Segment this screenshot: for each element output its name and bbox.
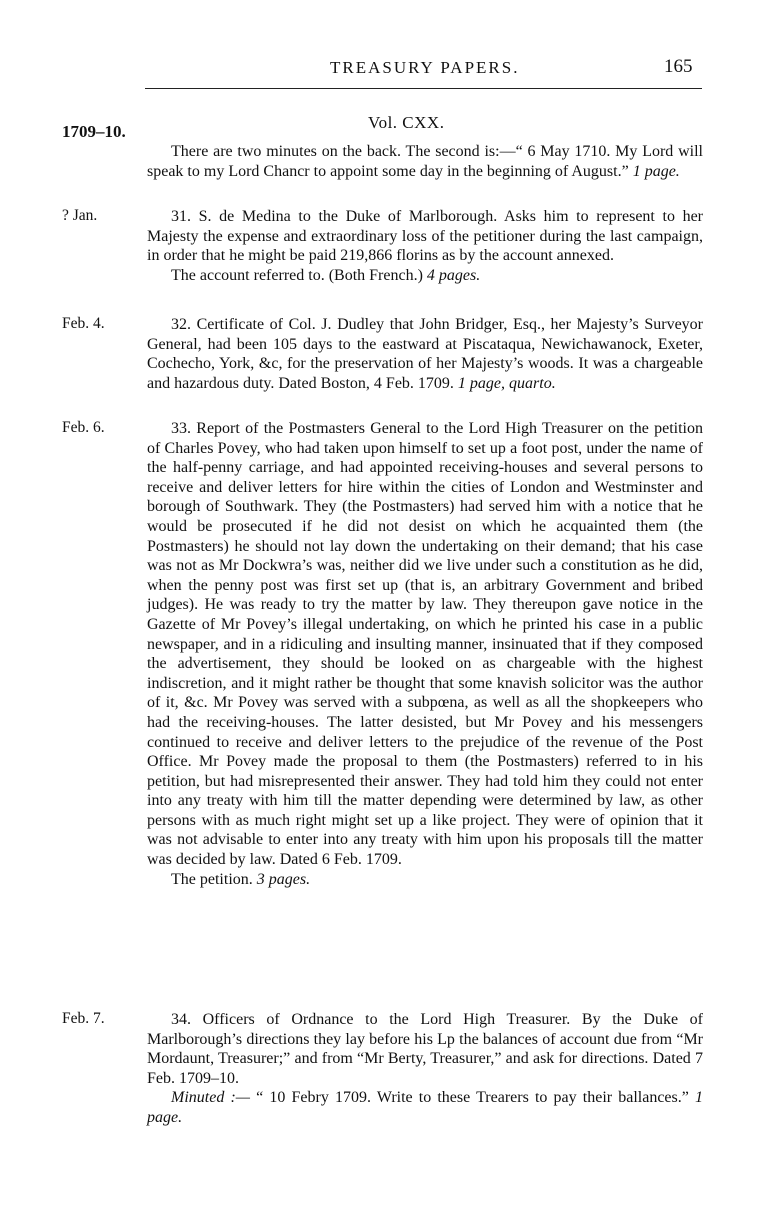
entry-31 (147, 207, 703, 285)
entry-date: Feb. 7. (62, 1010, 105, 1027)
volume-heading: Vol. CXX. (368, 113, 445, 132)
entry-text: 32. Certificate of Col. J. Dudley that John Bridger, Esq., her Majesty’s Surveyor General, had been 105 days to the eastward at Piscataqua, Newichawanock, Exeter, Cochecho, York, &c, for the preservation of her Majesty’s woods. It was a chargeable and hazardous duty. Dated Boston, 4 Feb. 1709. 1 page, quarto. (147, 316, 703, 392)
preamble-text: There are two minutes on the back. The second is:—“ 6 May 1710. My Lord will speak to my Lord Chancr to appoint some day in the beginning of August.” 1 page. (147, 143, 703, 180)
entry-text: 31. S. de Medina to the Duke of Marlborough. Asks him to represent to her Majesty the expense and extraordinary loss of the petitioner during the last campaign, in order that he might be paid 219,866 florins as by the account annexed. (147, 208, 703, 265)
running-title: TREASURY PAPERS. (330, 58, 520, 77)
page-number: 165 (664, 56, 693, 77)
preamble (147, 142, 703, 181)
entry-date: Feb. 4. (62, 315, 105, 332)
entry-extent: 1 page. (147, 1089, 704, 1126)
entry-34 (147, 1010, 703, 1128)
entry-33 (147, 419, 703, 889)
entry-extent: 3 pages. (256, 870, 311, 888)
entry-extent: 4 pages. (426, 266, 481, 284)
header-rule (145, 88, 702, 89)
minute-label: Minuted :— (171, 1089, 251, 1107)
entry-32 (147, 315, 703, 393)
entry-minute: Minuted :— “ 10 Febry 1709. Write to these Trearers to pay their ballances.” 1 page. (147, 1089, 704, 1126)
preamble-extent: 1 page. (632, 162, 680, 180)
entry-date: Feb. 6. (62, 419, 105, 436)
year-range: 1709–10. (62, 122, 126, 141)
entry-text: 34. Officers of Ordnance to the Lord High Treasurer. By the Duke of Marlborough’s directions they lay before his Lp the balances of account due from “Mr Mordaunt, Treasurer;” and from “Mr Berty, Treasurer,” and ask for directions. Dated 7 Feb. 1709–10. (147, 1011, 703, 1087)
entry-extent: 1 page, quarto. (457, 374, 556, 392)
entry-text: 33. Report of the Postmasters General to the Lord High Treasurer on the petition of Charles Povey, who had taken upon himself to set up a foot post, under the name of the half-penny carriage, and had appointed receiving-houses and several persons to receive and deliver letters for hire within the cities of London and Westminster and borough of Southwark. They (the Postmasters) had served him with a notice that he would be prosecuted if he did not desist on which he acquainted them (the Postmasters) he should not lay down the undertaking on their demand; that his case was not as Mr Dockwra’s was, neither did we live under such a constitution as he did, when the penny post was first set up (that is, an arbitrary Government and bribed judges). He was ready to try the matter by law. They thereupon gave notice in the Gazette of Mr Povey’s illegal undertaking, on which he printed his case in a public newspaper, and in a ridiculing and insulting manner, insinuated that if they composed the advertisement, they should be looked on as chargeable with the highest indiscretion, and it might rather be thought that some knavish solicitor was the author of it, &c. Mr Povey was served with a subpœna, as well as all the shopkeepers who had the receiving-houses. The latter desisted, but Mr Povey and his messengers continued to receive and deliver letters to the prejudice of the revenue of the Post Office. Mr Povey made the proposal to them (the Postmasters) referred to in his petition, but had misrepresented their answer. They had told him they could not enter into any treaty with him till the matter depending were determined by law, as other persons with as much right might set up a like project. They were of opinion that it was not advisable to enter into any treaty with him upon his proposals till the matter was decided by law. Dated 6 Feb. 1709. (147, 420, 703, 869)
entry-date: ? Jan. (62, 207, 98, 224)
entry-note: The petition. 3 pages. (171, 870, 311, 888)
running-head (0, 52, 770, 82)
entry-note: The account referred to. (Both French.) 4 pages. (171, 266, 481, 284)
